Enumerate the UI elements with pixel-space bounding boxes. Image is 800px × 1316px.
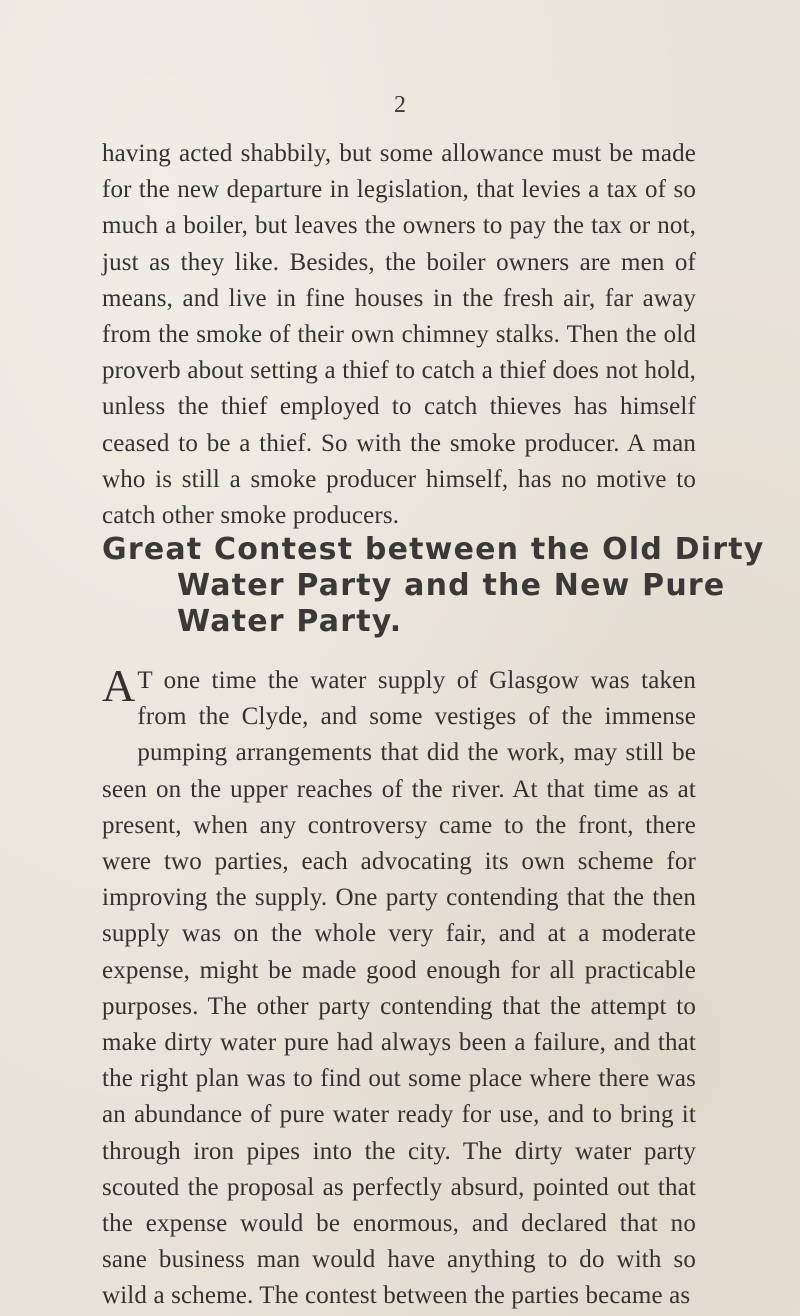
heading-line-1: Great Contest between the Old Dirty	[102, 532, 765, 567]
page-number: 2	[394, 92, 406, 118]
heading-line-2: Water Party and the New Pure	[177, 568, 726, 603]
paragraph-water-supply-text: T one time the water supply of Glasgow was taken from the Clyde, and some vestiges of the immense pumping arrangements that did the work, may still be seen on the upper reaches of the river. At that time as at present, when any controversy came to the front, there were two parties, each advocating its own scheme for improving the supply. One party contending that the then supply was on the whole very fair, and at a moderate expense, might be made good enough for all practicable purposes. The other party contending that the attempt to make dirty water pure had always been a failure, and that the right plan was to find out some place where there was an abundance of pure water ready for use, and to bring it through iron pipes into the city. The dirty water party scouted the proposal as perfectly absurd, pointed out that the expense would be enormous, and declared that no sane business man would have anything to do with so wild a scheme. The contest between the parties became as	[102, 667, 696, 1310]
paragraph-smoke-producers: having acted shabbily, but some allowance must be made for the new departure in legislation, that levies a tax of so much a boiler, but leaves the owners to pay the tax or not, just as they like. Besides, the boiler owners are men of means, and live in fine houses in the fresh air, far away from the smoke of their own chimney stalks. Then the old proverb about setting a thief to catch a thief does not hold, unless the thief employed to catch thieves has himself ceased to be a thief. So with the smoke producer. A man who is still a smoke producer himself, has no motive to catch other smoke producers.	[102, 140, 696, 530]
paragraph-water-supply	[102, 660, 696, 1315]
drop-cap: A	[102, 660, 136, 711]
heading-line-3: Water Party.	[177, 604, 403, 639]
section-heading	[102, 532, 765, 640]
